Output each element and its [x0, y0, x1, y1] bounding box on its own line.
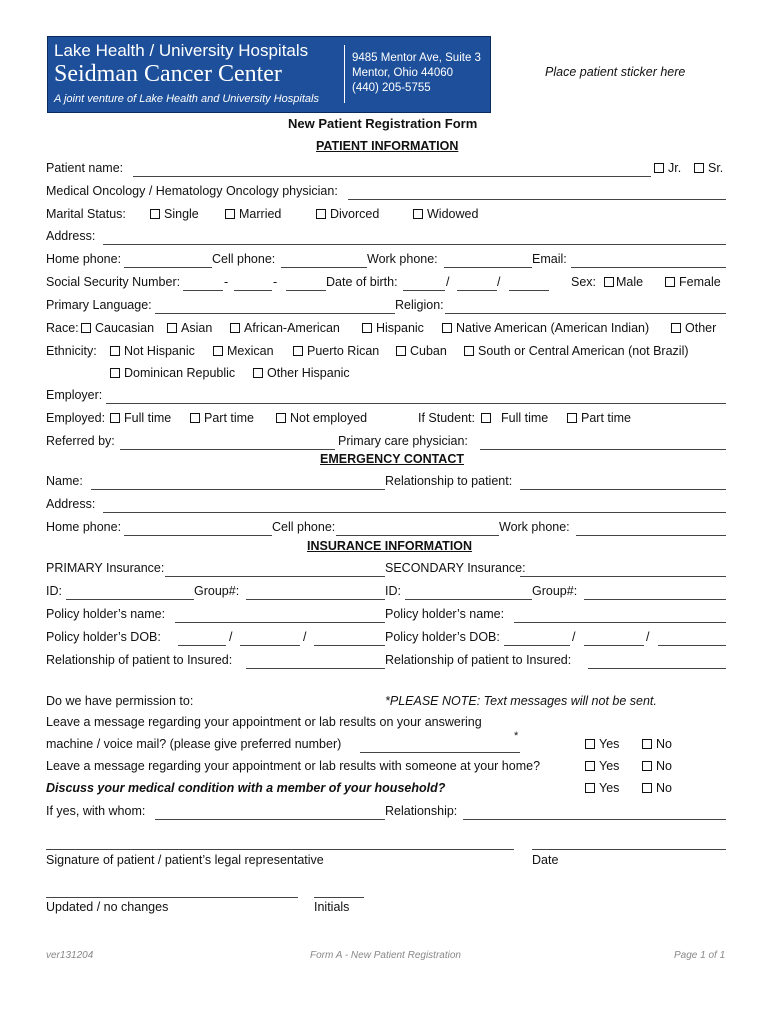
- ssn-label: Social Security Number:: [46, 275, 181, 289]
- household-no-label: No: [656, 781, 672, 795]
- employed-part-time-option[interactable]: [190, 411, 254, 425]
- if-yes-whom-label: If yes, with whom:: [46, 804, 146, 818]
- address-line2: Mentor, Ohio 44060: [352, 67, 454, 79]
- letterhead-banner: [47, 36, 491, 113]
- ssn-part2-field[interactable]: [234, 290, 272, 291]
- sr-option[interactable]: [694, 161, 723, 175]
- puerto-rican-label: Puerto Rican: [307, 344, 380, 358]
- emergency-address-label: Address:: [46, 497, 96, 511]
- marital-married-option[interactable]: [225, 207, 281, 221]
- household-relationship-field[interactable]: [463, 819, 726, 820]
- address-field[interactable]: [103, 244, 726, 245]
- emergency-home-phone-label: Home phone:: [46, 520, 122, 534]
- updated-label: Updated / no changes: [46, 900, 169, 914]
- secondary-id-label: ID:: [385, 584, 401, 598]
- ethnicity-mexican-option[interactable]: [213, 344, 274, 358]
- secondary-dob-day-field[interactable]: [584, 645, 644, 646]
- household-no-checkbox[interactable]: [642, 783, 652, 793]
- cuban-checkbox[interactable]: [396, 346, 406, 356]
- primary-dob-day-field[interactable]: [240, 645, 300, 646]
- race-other-checkbox[interactable]: [671, 323, 681, 333]
- initials-field[interactable]: [314, 897, 364, 898]
- primary-holder-name-field[interactable]: [175, 622, 385, 623]
- home-phone-field[interactable]: [124, 267, 212, 268]
- patient-name-label: Patient name:: [46, 161, 124, 175]
- divorced-checkbox[interactable]: [316, 209, 326, 219]
- ethnicity-not-hispanic-option[interactable]: [110, 344, 195, 358]
- banner-divider: [344, 45, 345, 103]
- marital-divorced-option[interactable]: [316, 207, 379, 221]
- race-asian-option[interactable]: [167, 321, 212, 335]
- secondary-insurance-field[interactable]: [520, 576, 726, 577]
- male-checkbox[interactable]: [604, 277, 614, 287]
- date-label: Date: [532, 853, 559, 867]
- sticker-placeholder: Place patient sticker here: [545, 65, 686, 79]
- secondary-dob-month-field[interactable]: [504, 645, 570, 646]
- student-full-time-option[interactable]: [481, 411, 548, 425]
- household-yes-checkbox[interactable]: [585, 783, 595, 793]
- org-phone: (440) 205-5755: [352, 82, 431, 94]
- language-field[interactable]: [155, 313, 395, 314]
- ethnicity-label: Ethnicity:: [46, 344, 97, 358]
- primary-dob-slash-2: /: [303, 630, 307, 644]
- email-label: Email:: [532, 252, 567, 266]
- ethnicity-dominican-option[interactable]: [110, 366, 235, 380]
- home-message-yes-option[interactable]: [585, 759, 619, 773]
- org-address: [352, 51, 481, 96]
- primary-id-label: ID:: [46, 584, 62, 598]
- emergency-cell-phone-label: Cell phone:: [272, 520, 336, 534]
- not-hispanic-label: Not Hispanic: [124, 344, 195, 358]
- primary-relationship-field[interactable]: [246, 668, 385, 669]
- dob-month-field[interactable]: [403, 290, 445, 291]
- voicemail-yes-checkbox[interactable]: [585, 739, 595, 749]
- voicemail-yes-label: Yes: [599, 737, 620, 751]
- secondary-id-field[interactable]: [405, 599, 532, 600]
- section-emergency-contact: EMERGENCY CONTACT: [320, 452, 464, 466]
- native-american-checkbox[interactable]: [442, 323, 452, 333]
- student-part-time-option[interactable]: [567, 411, 631, 425]
- primary-holder-dob-label: Policy holder’s DOB:: [46, 630, 161, 644]
- race-other-option[interactable]: [671, 321, 716, 335]
- home-phone-label: Home phone:: [46, 252, 122, 266]
- race-native-american-option[interactable]: [442, 321, 649, 335]
- address-line1: 9485 Mentor Ave, Suite 3: [352, 52, 481, 64]
- patient-name-field[interactable]: [133, 176, 651, 177]
- married-label: Married: [239, 207, 282, 221]
- caucasian-checkbox[interactable]: [81, 323, 91, 333]
- household-yes-option[interactable]: [585, 781, 619, 795]
- emergency-work-phone-label: Work phone:: [499, 520, 570, 534]
- secondary-relationship-label: Relationship of patient to Insured:: [385, 653, 572, 667]
- asian-label: Asian: [181, 321, 213, 335]
- primary-group-field[interactable]: [246, 599, 385, 600]
- voicemail-no-label: No: [656, 737, 672, 751]
- student-part-time-label: Part time: [581, 411, 632, 425]
- sr-label: Sr.: [708, 161, 724, 175]
- mexican-label: Mexican: [227, 344, 274, 358]
- mexican-checkbox[interactable]: [213, 346, 223, 356]
- single-checkbox[interactable]: [150, 209, 160, 219]
- emergency-name-label: Name:: [46, 474, 83, 488]
- marital-single-option[interactable]: [150, 207, 199, 221]
- student-part-time-checkbox[interactable]: [567, 413, 577, 423]
- african-american-checkbox[interactable]: [230, 323, 240, 333]
- cuban-label: Cuban: [410, 344, 447, 358]
- signature-label: Signature of patient / patient’s legal representative: [46, 853, 324, 867]
- hispanic-label: Hispanic: [376, 321, 424, 335]
- dominican-checkbox[interactable]: [110, 368, 120, 378]
- primary-relationship-label: Relationship of patient to Insured:: [46, 653, 233, 667]
- ethnicity-cuban-option[interactable]: [396, 344, 447, 358]
- secondary-insurance-label: SECONDARY Insurance:: [385, 561, 526, 575]
- email-field[interactable]: [571, 267, 726, 268]
- not-hispanic-checkbox[interactable]: [110, 346, 120, 356]
- center-name: Seidman Cancer Center: [54, 61, 282, 87]
- emergency-cell-phone-field[interactable]: [336, 535, 499, 536]
- updated-field[interactable]: [46, 897, 298, 898]
- student-full-time-checkbox[interactable]: [481, 413, 491, 423]
- primary-dob-year-field[interactable]: [314, 645, 385, 646]
- native-american-label: Native American (American Indian): [456, 321, 650, 335]
- employer-label: Employer:: [46, 388, 103, 402]
- employer-field[interactable]: [106, 403, 726, 404]
- employed-full-time-option[interactable]: [110, 411, 171, 425]
- form-name-footer: Form A - New Patient Registration: [310, 950, 461, 961]
- signature-field[interactable]: [46, 849, 514, 850]
- page-number-footer: Page 1 of 1: [674, 950, 726, 961]
- asian-checkbox[interactable]: [167, 323, 177, 333]
- emergency-relationship-label: Relationship to patient:: [385, 474, 513, 488]
- section-insurance-info: INSURANCE INFORMATION: [307, 539, 473, 553]
- employed-full-time-label: Full time: [124, 411, 172, 425]
- dob-year-field[interactable]: [509, 290, 549, 291]
- race-caucasian-option[interactable]: [81, 321, 154, 335]
- permission-heading: Do we have permission to:: [46, 694, 194, 708]
- dominican-label: Dominican Republic: [124, 366, 236, 380]
- religion-field[interactable]: [445, 313, 726, 314]
- primary-dob-month-field[interactable]: [178, 645, 226, 646]
- widowed-checkbox[interactable]: [413, 209, 423, 219]
- primary-insurance-field[interactable]: [165, 576, 385, 577]
- primary-id-field[interactable]: [66, 599, 194, 600]
- emergency-name-field[interactable]: [91, 489, 385, 490]
- home-message-yes-checkbox[interactable]: [585, 761, 595, 771]
- marital-widowed-option[interactable]: [413, 207, 478, 221]
- not-employed-label: Not employed: [290, 411, 368, 425]
- sex-female-option[interactable]: [665, 275, 721, 289]
- physician-label: Medical Oncology / Hematology Oncology physician:: [46, 184, 338, 198]
- male-label: Male: [616, 275, 644, 289]
- home-message-yes-label: Yes: [599, 759, 620, 773]
- work-phone-label: Work phone:: [367, 252, 438, 266]
- home-message-no-checkbox[interactable]: [642, 761, 652, 771]
- employed-part-time-label: Part time: [204, 411, 255, 425]
- female-checkbox[interactable]: [665, 277, 675, 287]
- jr-option[interactable]: [654, 161, 681, 175]
- secondary-group-field[interactable]: [584, 599, 726, 600]
- referred-by-field[interactable]: [120, 449, 335, 450]
- household-yes-label: Yes: [599, 781, 620, 795]
- text-message-note: *PLEASE NOTE: Text messages will not be sent.: [385, 694, 657, 708]
- marital-status-label: Marital Status:: [46, 207, 126, 221]
- physician-field[interactable]: [348, 199, 726, 200]
- dob-day-field[interactable]: [457, 290, 497, 291]
- other-hispanic-label: Other Hispanic: [267, 366, 350, 380]
- ssn-dash-1: -: [224, 275, 229, 289]
- secondary-holder-name-field[interactable]: [514, 622, 726, 623]
- primary-dob-slash-1: /: [229, 630, 233, 644]
- religion-label: Religion:: [395, 298, 444, 312]
- household-relationship-label: Relationship:: [385, 804, 458, 818]
- ssn-dash-2: -: [273, 275, 278, 289]
- secondary-relationship-field[interactable]: [588, 668, 726, 669]
- voicemail-no-option[interactable]: [642, 737, 672, 751]
- primary-insurance-label: PRIMARY Insurance:: [46, 561, 165, 575]
- home-message-question: Leave a message regarding your appointment or lab results with someone at your home?: [46, 759, 541, 773]
- secondary-dob-slash-2: /: [646, 630, 650, 644]
- puerto-rican-checkbox[interactable]: [293, 346, 303, 356]
- female-label: Female: [679, 275, 721, 289]
- emergency-address-field[interactable]: [103, 512, 726, 513]
- preferred-number-asterisk: *: [514, 730, 519, 742]
- ethnicity-south-american-option[interactable]: [464, 344, 689, 358]
- race-other-label: Other: [685, 321, 717, 335]
- african-american-label: African-American: [244, 321, 340, 335]
- voicemail-question-line2: machine / voice mail? (please give preferred number): [46, 737, 342, 751]
- secondary-dob-year-field[interactable]: [658, 645, 726, 646]
- ethnicity-other-hispanic-option[interactable]: [253, 366, 350, 380]
- primary-holder-name-label: Policy holder’s name:: [46, 607, 166, 621]
- secondary-holder-name-label: Policy holder’s name:: [385, 607, 505, 621]
- hispanic-checkbox[interactable]: [362, 323, 372, 333]
- caucasian-label: Caucasian: [95, 321, 155, 335]
- cell-phone-field[interactable]: [281, 267, 367, 268]
- pcp-label: Primary care physician:: [338, 434, 468, 448]
- single-label: Single: [164, 207, 199, 221]
- cell-phone-label: Cell phone:: [212, 252, 276, 266]
- household-no-option[interactable]: [642, 781, 672, 795]
- ssn-part1-field[interactable]: [183, 290, 223, 291]
- pcp-field[interactable]: [480, 449, 726, 450]
- voicemail-no-checkbox[interactable]: [642, 739, 652, 749]
- voicemail-question-line1: Leave a message regarding your appointment or lab results on your answering: [46, 715, 482, 729]
- ethnicity-puerto-rican-option[interactable]: [293, 344, 379, 358]
- emergency-work-phone-field[interactable]: [576, 535, 726, 536]
- not-employed-checkbox[interactable]: [276, 413, 286, 423]
- secondary-dob-slash-1: /: [572, 630, 576, 644]
- race-label: Race:: [46, 321, 79, 335]
- student-full-time-label: Full time: [501, 411, 549, 425]
- south-american-checkbox[interactable]: [464, 346, 474, 356]
- section-patient-info: PATIENT INFORMATION: [316, 139, 459, 153]
- secondary-holder-dob-label: Policy holder’s DOB:: [385, 630, 500, 644]
- other-hispanic-checkbox[interactable]: [253, 368, 263, 378]
- language-label: Primary Language:: [46, 298, 152, 312]
- sr-checkbox[interactable]: [694, 163, 704, 173]
- employed-part-time-checkbox[interactable]: [190, 413, 200, 423]
- south-american-label: South or Central American (not Brazil): [478, 344, 689, 358]
- home-message-no-label: No: [656, 759, 672, 773]
- date-field[interactable]: [532, 849, 726, 850]
- home-message-no-option[interactable]: [642, 759, 672, 773]
- married-checkbox[interactable]: [225, 209, 235, 219]
- employed-full-time-checkbox[interactable]: [110, 413, 120, 423]
- version-footer: ver131204: [46, 950, 94, 961]
- dob-slash-1: /: [446, 275, 450, 289]
- emergency-home-phone-field[interactable]: [124, 535, 272, 536]
- ssn-part3-field[interactable]: [286, 290, 326, 291]
- voicemail-yes-option[interactable]: [585, 737, 619, 751]
- dob-slash-2: /: [497, 275, 501, 289]
- referred-by-label: Referred by:: [46, 434, 115, 448]
- jr-label: Jr.: [668, 161, 682, 175]
- jr-checkbox[interactable]: [654, 163, 664, 173]
- if-student-label: If Student:: [418, 411, 475, 425]
- initials-label: Initials: [314, 900, 350, 914]
- dob-label: Date of birth:: [326, 275, 398, 289]
- work-phone-field[interactable]: [444, 267, 532, 268]
- not-employed-option[interactable]: [276, 411, 367, 425]
- secondary-group-label: Group#:: [532, 584, 578, 598]
- employed-label: Employed:: [46, 411, 106, 425]
- widowed-label: Widowed: [427, 207, 479, 221]
- preferred-number-field[interactable]: [360, 752, 520, 753]
- race-african-american-option[interactable]: [230, 321, 340, 335]
- divorced-label: Divorced: [330, 207, 380, 221]
- household-question: Discuss your medical condition with a member of your household?: [46, 781, 446, 795]
- org-tagline: A joint venture of Lake Health and University Hospitals: [54, 93, 319, 105]
- if-yes-whom-field[interactable]: [155, 819, 385, 820]
- address-label: Address:: [46, 229, 96, 243]
- form-title: New Patient Registration Form: [288, 116, 478, 131]
- race-hispanic-option[interactable]: [362, 321, 424, 335]
- primary-group-label: Group#:: [194, 584, 240, 598]
- org-name: Lake Health / University Hospitals: [54, 41, 309, 60]
- emergency-relationship-field[interactable]: [520, 489, 726, 490]
- sex-label: Sex:: [571, 275, 597, 289]
- sex-male-option[interactable]: [604, 275, 643, 289]
